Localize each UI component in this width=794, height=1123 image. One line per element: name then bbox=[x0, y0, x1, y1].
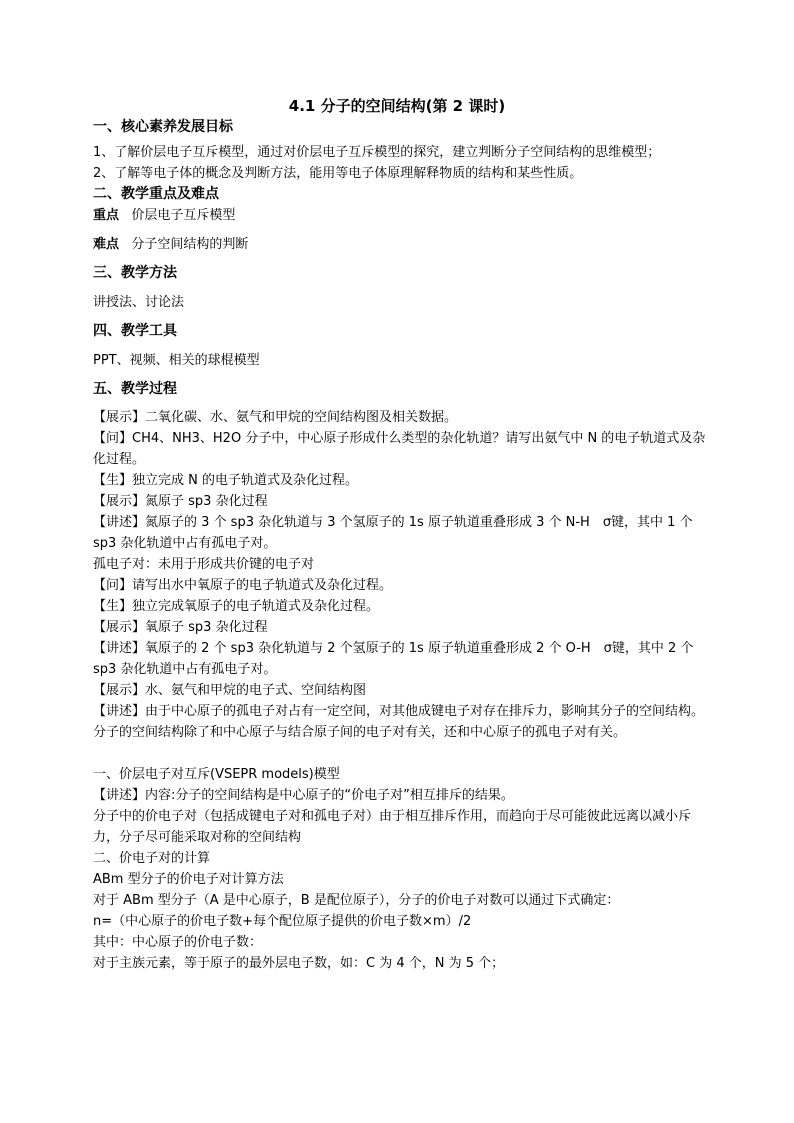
vsepr-formula: n=（中心原子的价电子数+每个配位原子提供的价电子数×m）/2 bbox=[93, 914, 472, 929]
vsepr-line bbox=[93, 848, 708, 869]
process-line bbox=[93, 407, 708, 428]
process-line bbox=[93, 701, 708, 722]
process-line bbox=[93, 680, 708, 701]
vsepr-line bbox=[93, 890, 708, 911]
process-line bbox=[93, 596, 708, 617]
methods-text: 讲授法、讨论法 bbox=[93, 295, 185, 310]
vsepr-section bbox=[93, 764, 708, 974]
process-tag: 【讲述】 bbox=[93, 704, 146, 719]
process-text: 独立完成氧原子的电子轨道式及杂化过程。 bbox=[132, 599, 380, 614]
key-point-label: 重点 bbox=[93, 208, 120, 223]
section-heading-goals: 一、核心素养发展目标 bbox=[93, 119, 233, 135]
vsepr-text: ABm 型分子的价电子对计算方法 bbox=[93, 872, 284, 887]
process-tag: 【展示】 bbox=[93, 620, 146, 635]
vsepr-text: 分子中的价电子对（包括成键电子对和孤电子对）由于相互排斥作用，而趋向于尽可能彼此远离以减小斥力，分子尽可能采取对称的空间结构 bbox=[93, 809, 692, 845]
process-text: 氮原子的 3 个 sp3 杂化轨道与 3 个氢原子的 1s 原子轨道重叠形成 3 个 N-H σ键，其中 1 个 sp3 杂化轨道中占有孤电子对。 bbox=[93, 515, 693, 551]
vsepr-text: 内容:分子的空间结构是中心原子的“价电子对”相互排斥的结果。 bbox=[145, 788, 514, 803]
process-line bbox=[93, 554, 708, 575]
tools-text: PPT、视频、相关的球棍模型 bbox=[93, 353, 260, 368]
process-line bbox=[93, 512, 708, 554]
process-tag: 【讲述】 bbox=[93, 641, 146, 656]
document-body bbox=[93, 117, 708, 974]
vsepr-line bbox=[93, 869, 708, 890]
difficult-point-text: 分子空间结构的判断 bbox=[131, 237, 249, 252]
process-text: 氧原子的 2 个 sp3 杂化轨道与 2 个氢原子的 1s 原子轨道重叠形成 2 个 O-H σ键，其中 2 个 sp3 杂化轨道中占有孤电子对。 bbox=[93, 641, 694, 677]
process-tag: 【展示】 bbox=[93, 410, 146, 425]
goal-item-1: 1、了解价层电子互斥模型，通过对价层电子互斥模型的探究，建立判断分子空间结构的思维模型； bbox=[93, 145, 661, 160]
key-point-text: 价层电子互斥模型 bbox=[131, 208, 236, 223]
process-text: 二氧化碳、水、氨气和甲烷的空间结构图及相关数据。 bbox=[145, 410, 458, 425]
vsepr-text: 对于 ABm 型分子（A 是中心原子，B 是配位原子），分子的价电子对数可以通过下式确定： bbox=[93, 893, 620, 908]
goal-item-2: 2、了解等电子体的概念及判断方法，能用等电子体原理解释物质的结构和某些性质。 bbox=[93, 166, 583, 181]
document-title: 4.1 分子的空间结构(第 2 课时) bbox=[288, 97, 506, 115]
process-line bbox=[93, 575, 708, 596]
vsepr-text: 二、价电子对的计算 bbox=[93, 851, 211, 866]
vsepr-tag: 【讲述】 bbox=[93, 788, 146, 803]
section-heading-tools: 四、教学工具 bbox=[93, 323, 177, 339]
process-line bbox=[93, 722, 708, 743]
process-text: 孤电子对：未用于形成共价键的电子对 bbox=[93, 557, 315, 572]
vsepr-text: 其中：中心原子的价电子数： bbox=[93, 935, 263, 950]
process-tag: 【生】 bbox=[93, 473, 133, 488]
process-text: 水、氨气和甲烷的电子式、空间结构图 bbox=[145, 683, 367, 698]
key-point-line bbox=[93, 205, 708, 226]
process-line bbox=[93, 428, 708, 470]
process-text: 请写出水中氧原子的电子轨道式及杂化过程。 bbox=[132, 578, 393, 593]
process-line bbox=[93, 470, 708, 491]
process-text: 氮原子 sp3 杂化过程 bbox=[145, 494, 268, 509]
vsepr-text: 对于主族元素，等于原子的最外层电子数，如：C 为 4 个，N 为 5 个； bbox=[93, 956, 505, 971]
process-tag: 【问】 bbox=[93, 431, 133, 446]
process-tag: 【问】 bbox=[93, 578, 133, 593]
section-heading-methods: 三、教学方法 bbox=[93, 265, 177, 281]
process-line bbox=[93, 491, 708, 512]
vsepr-formula-line bbox=[93, 911, 708, 932]
section-heading-process: 五、教学过程 bbox=[93, 381, 177, 397]
process-text: CH4、NH3、H2O 分子中，中心原子形成什么类型的杂化轨道？请写出氨气中 N 的电子轨道式及杂化过程。 bbox=[93, 431, 706, 467]
vsepr-line bbox=[93, 764, 708, 785]
process-line bbox=[93, 617, 708, 638]
process-text: 分子的空间结构除了和中心原子与结合原子间的电子对有关，还和中心原子的孤电子对有关。 bbox=[93, 725, 627, 740]
vsepr-line bbox=[93, 806, 708, 848]
process-tag: 【展示】 bbox=[93, 494, 146, 509]
difficult-point-label: 难点 bbox=[93, 237, 120, 252]
section-heading-key-points: 二、教学重点及难点 bbox=[93, 186, 219, 202]
process-line bbox=[93, 638, 708, 680]
vsepr-line bbox=[93, 785, 708, 806]
vsepr-line bbox=[93, 953, 708, 974]
process-tag: 【生】 bbox=[93, 599, 133, 614]
process-list bbox=[93, 407, 708, 743]
process-text: 由于中心原子的孤电子对占有一定空间，对其他成键电子对存在排斥力，影响其分子的空间结构。 bbox=[145, 704, 705, 719]
vsepr-text: 一、价层电子对互斥(VSEPR models)模型 bbox=[93, 767, 340, 782]
blank-line bbox=[93, 743, 708, 764]
process-text: 氧原子 sp3 杂化过程 bbox=[145, 620, 268, 635]
process-tag: 【展示】 bbox=[93, 683, 146, 698]
difficult-point-line bbox=[93, 234, 708, 255]
process-tag: 【讲述】 bbox=[93, 515, 146, 530]
vsepr-line bbox=[93, 932, 708, 953]
process-text: 独立完成 N 的电子轨道式及杂化过程。 bbox=[132, 473, 359, 488]
